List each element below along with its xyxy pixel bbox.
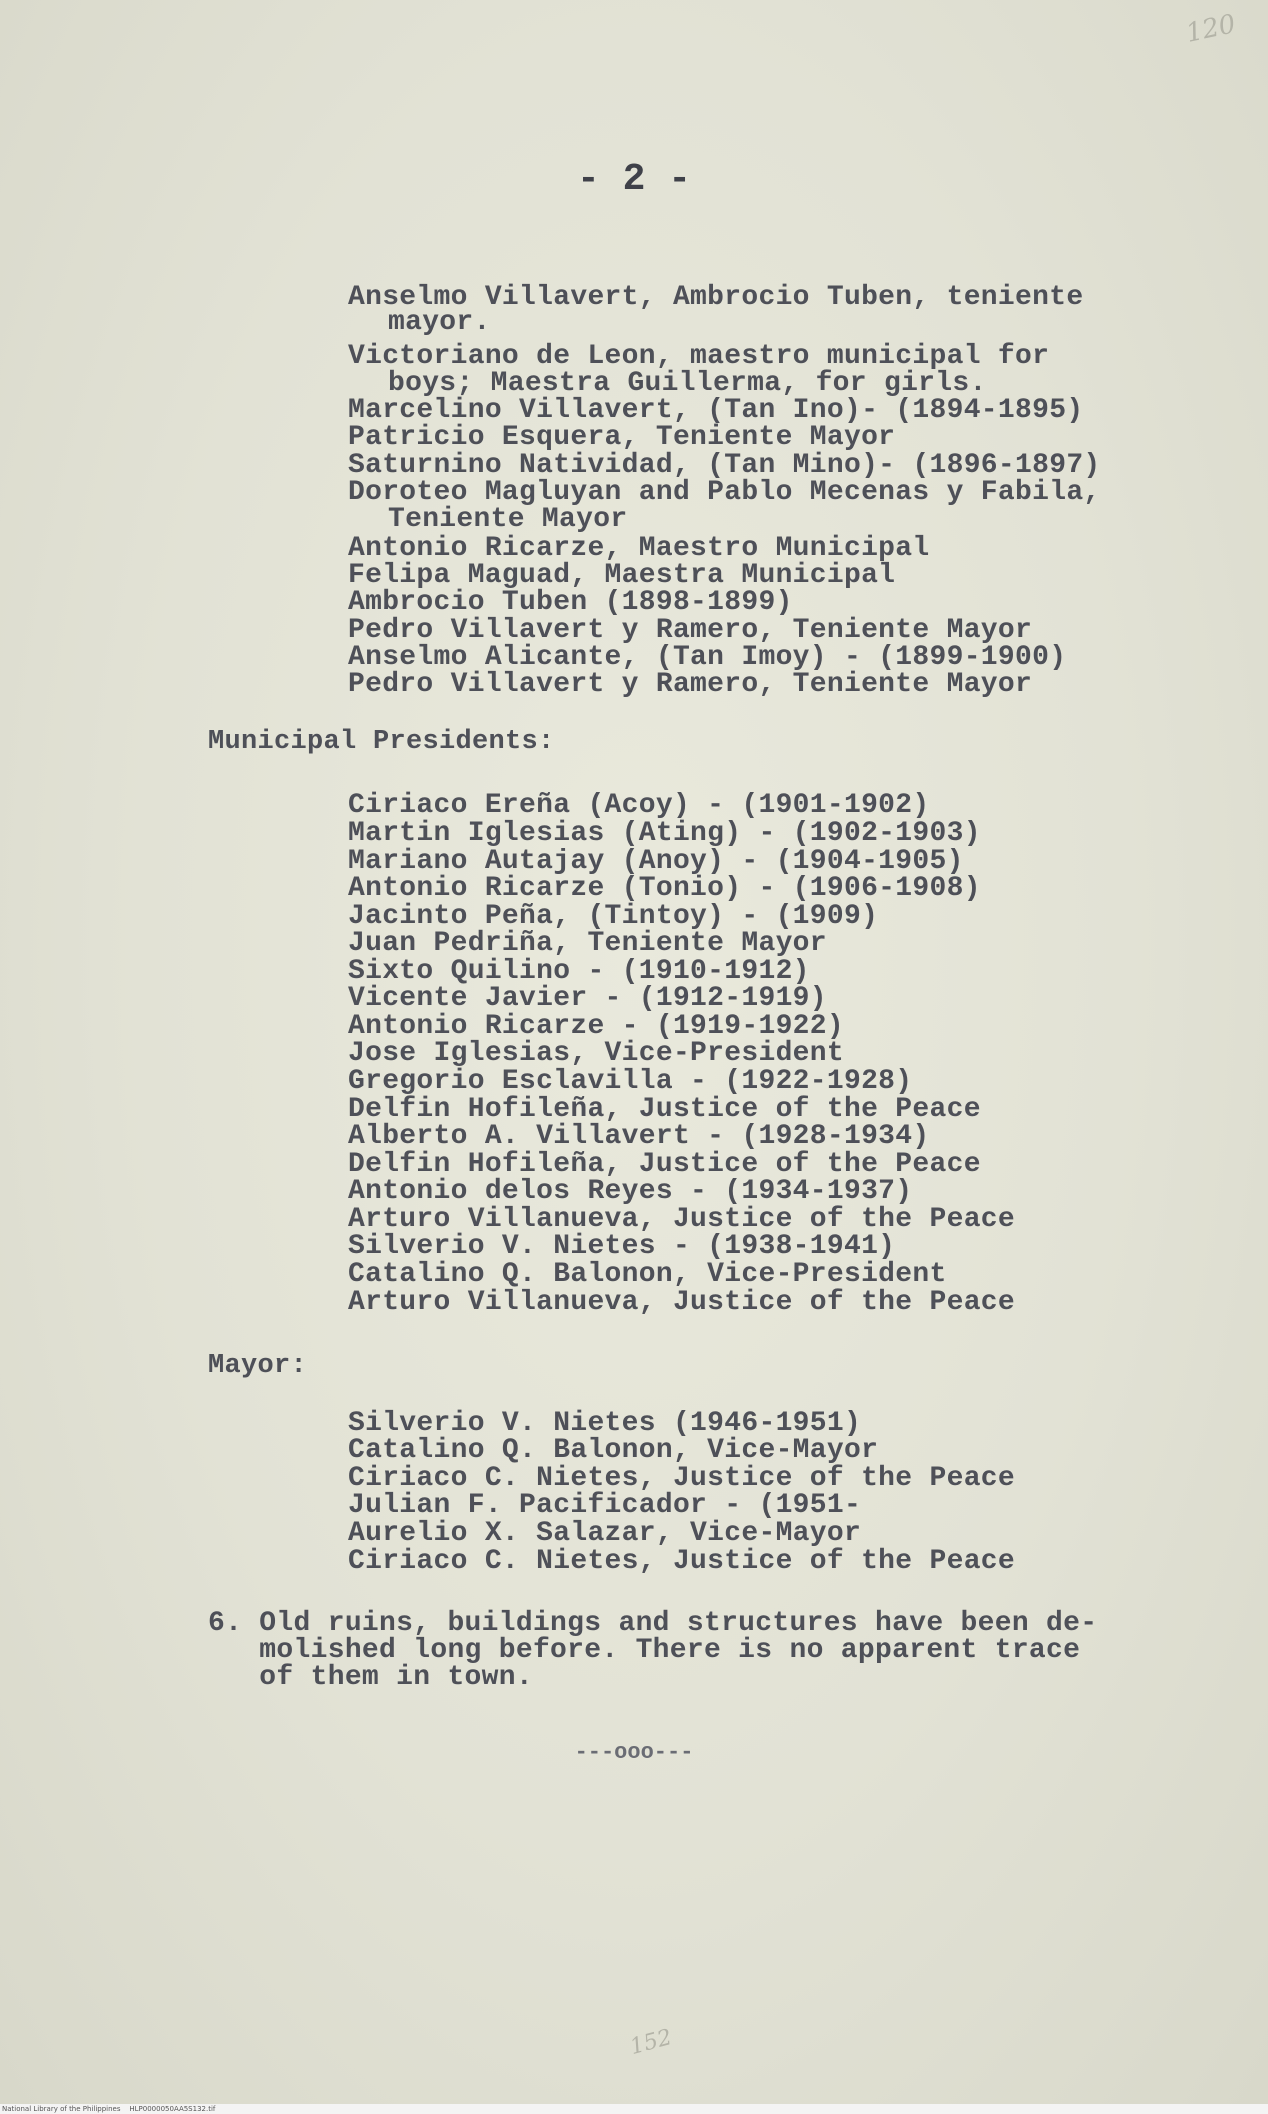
list-item: Vicente Javier - (1912-1919): [348, 983, 827, 1014]
presidents-heading: Municipal Presidents:: [208, 727, 555, 757]
list-item: Catalino Q. Balonon, Vice-Mayor: [348, 1435, 879, 1466]
list-item: Julian F. Pacificador - (1951-: [348, 1490, 862, 1521]
paragraph-line: molished long before. There is no apparent trace: [208, 1635, 1081, 1666]
list-item: Patricio Esquera, Teniente Mayor: [348, 422, 896, 453]
list-item: mayor.: [388, 307, 491, 338]
handwritten-page-note: 120: [1183, 9, 1239, 49]
list-item: Ciriaco Ereña (Acoy) - (1901-1902): [348, 790, 930, 821]
list-item: Ciriaco C. Nietes, Justice of the Peace: [348, 1463, 1016, 1494]
list-item: Anselmo Villavert, Ambrocio Tuben, teniente: [348, 282, 1084, 313]
list-item: Anselmo Alicante, (Tan Imoy) - (1899-1900): [348, 642, 1067, 673]
list-item: Mariano Autajay (Anoy) - (1904-1905): [348, 846, 964, 877]
list-item: Silverio V. Nietes - (1938-1941): [348, 1231, 896, 1262]
paragraph-line: of them in town.: [208, 1662, 533, 1693]
paragraph-line: 6. Old ruins, buildings and structures have been de-: [208, 1608, 1098, 1639]
list-item: Victoriano de Leon, maestro municipal for: [348, 341, 1050, 372]
list-item: Aurelio X. Salazar, Vice-Mayor: [348, 1518, 862, 1549]
list-item: Pedro Villavert y Ramero, Teniente Mayor: [348, 669, 1033, 700]
list-item: Catalino Q. Balonon, Vice-President: [348, 1259, 947, 1290]
list-item: boys; Maestra Guillerma, for girls.: [388, 368, 987, 399]
list-item: Juan Pedriña, Teniente Mayor: [348, 928, 827, 959]
scan-footer: National Library of the Philippines HLP0000050AA5S132.tif: [0, 2104, 1268, 2114]
list-item: Alberto A. Villavert - (1928-1934): [348, 1121, 930, 1152]
list-item: Antonio Ricarze (Tonio) - (1906-1908): [348, 873, 981, 904]
list-item: Teniente Mayor: [388, 504, 628, 535]
list-item: Doroteo Magluyan and Pablo Mecenas y Fabila,: [348, 477, 1101, 508]
list-item: Antonio delos Reyes - (1934-1937): [348, 1176, 913, 1207]
mayor-heading: Mayor:: [208, 1351, 308, 1381]
list-item: Pedro Villavert y Ramero, Teniente Mayor: [348, 615, 1033, 646]
list-item: Marcelino Villavert, (Tan Ino)- (1894-1895): [348, 395, 1084, 426]
list-item: Felipa Maguad, Maestra Municipal: [348, 560, 896, 591]
page-number: - 2 -: [576, 158, 692, 201]
list-item: Jacinto Peña, (Tintoy) - (1909): [348, 901, 879, 932]
list-item: Delfin Hofileña, Justice of the Peace: [348, 1094, 981, 1125]
closing-mark: ---ooo---: [574, 1740, 694, 1765]
list-item: Antonio Ricarze, Maestro Municipal: [348, 533, 930, 564]
list-item: Ciriaco C. Nietes, Justice of the Peace: [348, 1546, 1016, 1577]
list-item: Delfin Hofileña, Justice of the Peace: [348, 1149, 981, 1180]
list-item: Silverio V. Nietes (1946-1951): [348, 1408, 862, 1439]
list-item: Gregorio Esclavilla - (1922-1928): [348, 1066, 913, 1097]
list-item: Arturo Villanueva, Justice of the Peace: [348, 1287, 1016, 1318]
list-item: Ambrocio Tuben (1898-1899): [348, 587, 793, 618]
list-item: Saturnino Natividad, (Tan Mino)- (1896-1897): [348, 450, 1101, 481]
list-item: Antonio Ricarze - (1919-1922): [348, 1011, 844, 1042]
list-item: Jose Iglesias, Vice-President: [348, 1038, 844, 1069]
list-item: Martin Iglesias (Ating) - (1902-1903): [348, 818, 981, 849]
handwritten-bottom-note: 152: [627, 2024, 675, 2061]
list-item: Sixto Quilino - (1910-1912): [348, 956, 810, 987]
list-item: Arturo Villanueva, Justice of the Peace: [348, 1204, 1016, 1235]
